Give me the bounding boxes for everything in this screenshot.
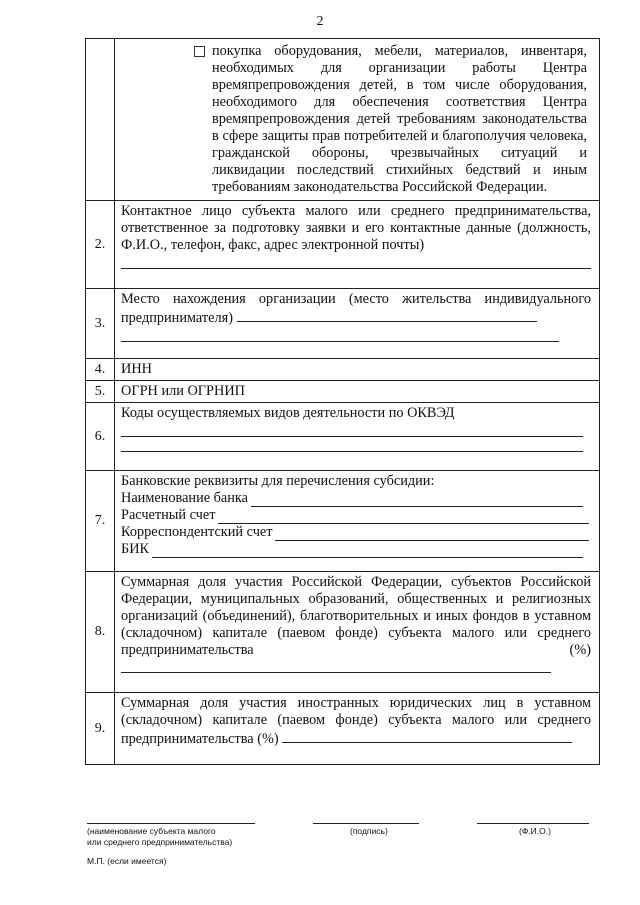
form-cell	[115, 39, 600, 201]
application-form-table	[85, 38, 600, 765]
form-cell	[115, 201, 600, 289]
signature-caption: (подпись)	[350, 826, 388, 836]
table-row	[86, 381, 600, 403]
state-share-field[interactable]	[121, 659, 551, 673]
form-cell	[115, 693, 600, 765]
row-number: 8.	[86, 572, 115, 693]
bik-label: БИК	[121, 541, 150, 557]
account-label: Расчетный счет	[121, 507, 216, 523]
table-row	[86, 471, 600, 572]
bank-name-field[interactable]	[251, 492, 583, 507]
organization-name-line[interactable]	[87, 823, 255, 824]
contact-person-field[interactable]	[121, 254, 591, 269]
table-row	[86, 359, 600, 381]
bullet-item-text: покупка оборудования, мебели, материалов, инвентаря, необходимых для организации работы Центра времяпрепровождения детей, в том числе оборудования, необходимого для обеспечения соответствия Центра времяпрепровождения детей требованиям законодательства в сфере защиты прав потребителей и благополучия человека, гражданской обороны, чрезвычайных ситуаций и ликвидации последствий стихийных бедствий и иным требованиям законодательства Российской Федерации.	[212, 43, 587, 195]
full-name-line[interactable]	[477, 823, 589, 824]
state-share-label: Суммарная доля участия Российской Федерации, субъектов Российской Федерации, муниципальных образований, общественных и религиозных организаций (объединений), благотворительных и иных фондов в уставном (складочном) капитале (паевом фонде) субъекта малого или среднего предпринимательства (%)	[121, 574, 591, 658]
bik-field[interactable]	[152, 543, 583, 558]
row-number	[86, 39, 115, 201]
table-row	[86, 403, 600, 471]
row-number: 3.	[86, 289, 115, 359]
row-number: 9.	[86, 693, 115, 765]
corr-account-label: Корреспондентский счет	[121, 524, 273, 540]
location-field[interactable]	[237, 308, 537, 322]
foreign-share-label: Суммарная доля участия иностранных юридических лиц в уставном (складочном) капитале (паевом фонде) субъекта малого или среднего предпринимательства (%)	[121, 695, 591, 747]
row-number: 4.	[86, 359, 115, 381]
table-row	[86, 693, 600, 765]
form-cell	[115, 381, 600, 403]
location-label: Место нахождения организации (место жительства индивидуального предпринимателя)	[121, 291, 591, 326]
contact-person-label: Контактное лицо субъекта малого или среднего предпринимательства, ответственное за подготовку заявки и его контактные данные (должность, Ф.И.О., телефон, факс, адрес электронной почты)	[121, 203, 591, 253]
okved-label: Коды осуществляемых видов деятельности по ОКВЭД	[121, 405, 455, 421]
form-cell	[115, 403, 600, 471]
okved-field-line-2[interactable]	[121, 437, 583, 452]
foreign-share-field[interactable]	[282, 729, 572, 743]
signature-line[interactable]	[313, 823, 419, 824]
checkbox-icon	[194, 46, 205, 57]
account-field[interactable]	[218, 509, 589, 524]
row-number: 6.	[86, 403, 115, 471]
form-cell	[115, 359, 600, 381]
page-number: 2	[316, 14, 324, 29]
table-row	[86, 289, 600, 359]
full-name-caption: (Ф.И.О.)	[519, 826, 551, 836]
bank-details-label: Банковские реквизиты для перечисления субсидии:	[121, 473, 435, 489]
form-cell	[115, 289, 600, 359]
row-number: 2.	[86, 201, 115, 289]
row-number: 5.	[86, 381, 115, 403]
form-cell	[115, 471, 600, 572]
table-row	[86, 39, 600, 201]
table-row	[86, 201, 600, 289]
organization-name-caption: (наименование субъекта малого или среднего предпринимательства)	[87, 826, 233, 847]
location-field-line-2[interactable]	[121, 327, 559, 342]
row-number: 7.	[86, 471, 115, 572]
form-cell	[115, 572, 600, 693]
corr-account-field[interactable]	[275, 526, 589, 541]
table-row	[86, 572, 600, 693]
stamp-note: М.П. (если имеется)	[87, 856, 167, 866]
inn-label: ИНН	[121, 361, 152, 377]
ogrn-label: ОГРН или ОГРНИП	[121, 383, 245, 399]
bank-name-label: Наименование банка	[121, 490, 248, 506]
okved-field[interactable]	[121, 422, 583, 437]
